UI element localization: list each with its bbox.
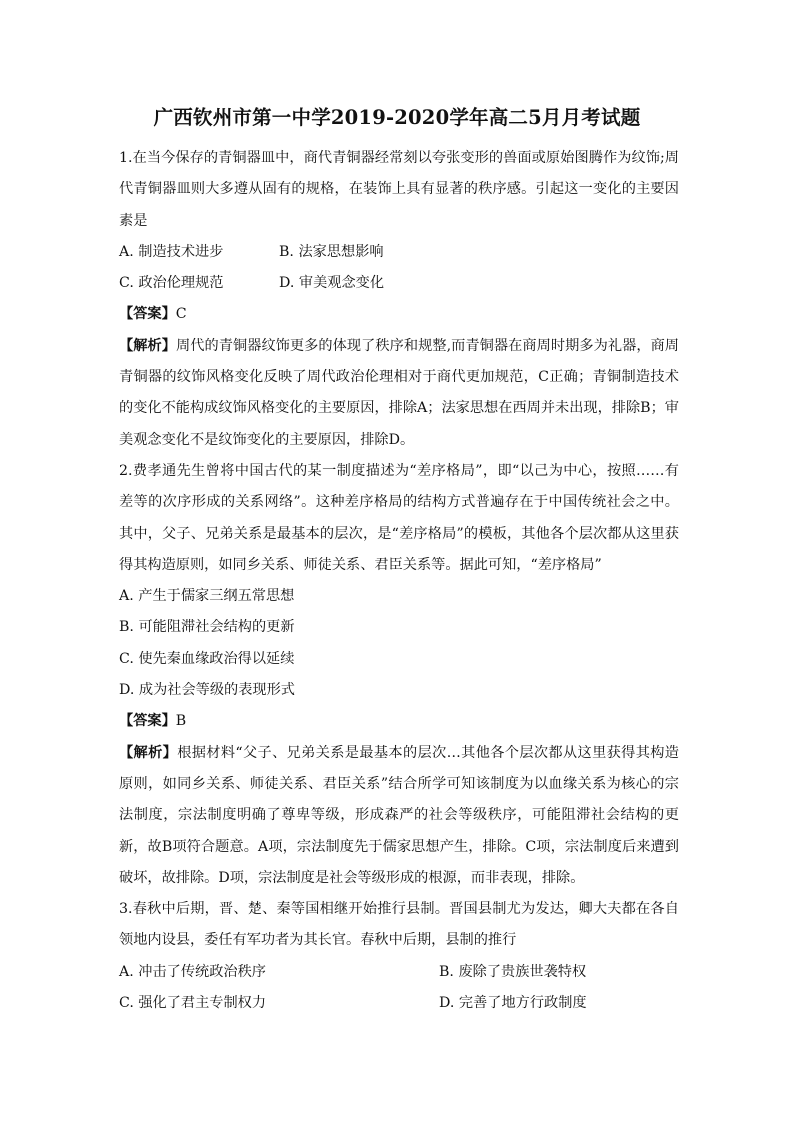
- question-2-option-c: C. 使先秦血缘政治得以延续: [119, 650, 295, 667]
- answer-label: 【答案】: [119, 306, 176, 323]
- page-title: 广西钦州市第一中学2019-2020学年高二5月月考试题: [153, 106, 641, 129]
- question-3-options-row-1: [119, 957, 679, 988]
- analysis-label: 【解析】: [119, 337, 176, 354]
- question-2-option-b: B. 可能阻滞社会结构的更新: [119, 619, 295, 636]
- question-3-option-b: B. 废除了贵族世袭特权: [439, 963, 587, 980]
- question-1-stem: 1.在当今保存的青铜器皿中，商代青铜器经常刻以夸张变形的兽面或原始图腾作为纹饰;周代青铜器皿则大多遵从固有的规格，在装饰上具有显著的秩序感。引起这一变化的主要因素是: [119, 150, 679, 229]
- question-3-stem: 3.春秋中后期，晋、楚、秦等国相继开始推行县制。晋国县制尤为发达，卿大夫都在各自领地内设县，委任有军功者为其长官。春秋中后期，县制的推行: [119, 901, 679, 949]
- question-3-option-a: A. 冲击了传统政治秩序: [119, 963, 266, 980]
- question-1-option-d: D. 审美观念变化: [279, 275, 385, 292]
- answer-label: 【答案】: [119, 713, 176, 730]
- question-1-options-row-1: [119, 237, 679, 268]
- question-1-answer: [119, 299, 679, 330]
- question-2-answer: [119, 706, 679, 737]
- question-1-option-c: C. 政治伦理规范: [119, 275, 224, 292]
- answer-value: B: [175, 713, 187, 730]
- question-1-option-b: B. 法家思想影响: [279, 243, 384, 260]
- question-3-option-d: D. 完善了地方行政制度: [439, 995, 587, 1012]
- question-3-option-c: C. 强化了君主专制权力: [119, 995, 267, 1012]
- analysis-text: 根据材料“父子、兄弟关系是最基本的层次…其他各个层次都从这里获得其构造原则，如同乡关系、师徒关系、君臣关系”结合所学可知该制度为以血缘关系为核心的宗法制度，宗法制度明确了尊卑等级，形成森严的社会等级秩序，可能阻滞社会结构的更新，故B项符合题意。A项，宗法制度先于儒家思想产生，排除。C项，宗法制度后来遭到破坏，故排除。D项，宗法制度是社会等级形成的根源，而非表现，排除。: [119, 744, 679, 886]
- question-1-analysis: [119, 331, 679, 456]
- question-2-option-a: A. 产生于儒家三纲五常思想: [119, 588, 295, 605]
- answer-value: C: [175, 306, 187, 323]
- question-2-stem: 2.费孝通先生曾将中国古代的某一制度描述为“差序格局”，即“以己为中心，按照……有差等的次序形成的关系网络”。这种差序格局的结构方式普遍存在于中国传统社会之中。其中，父子、兄弟关系是最基本的层次，是“差序格局”的模板，其他各个层次都从这里获得其构造原则，如同乡关系、师徒关系、君臣关系等。据此可知，“差序格局”: [119, 462, 679, 573]
- question-2-option-d: D. 成为社会等级的表现形式: [119, 682, 295, 699]
- question-2-analysis: [119, 738, 679, 894]
- analysis-label: 【解析】: [119, 744, 178, 761]
- analysis-text: 周代的青铜器纹饰更多的体现了秩序和规整,而青铜器在商周时期多为礼器，商周青铜器的纹饰风格变化反映了周代政治伦理相对于商代更加规范，C正确；青铜制造技术的变化不能构成纹饰风格变化的主要原因，排除A；法家思想在西周并未出现，排除B；审美观念变化不是纹饰变化的主要原因，排除D。: [119, 337, 679, 448]
- question-1-option-a: A. 制造技术进步: [119, 243, 224, 260]
- question-3-options-row-2: [119, 988, 679, 1019]
- question-1-options-row-2: [119, 268, 679, 299]
- exam-content: [119, 143, 679, 1019]
